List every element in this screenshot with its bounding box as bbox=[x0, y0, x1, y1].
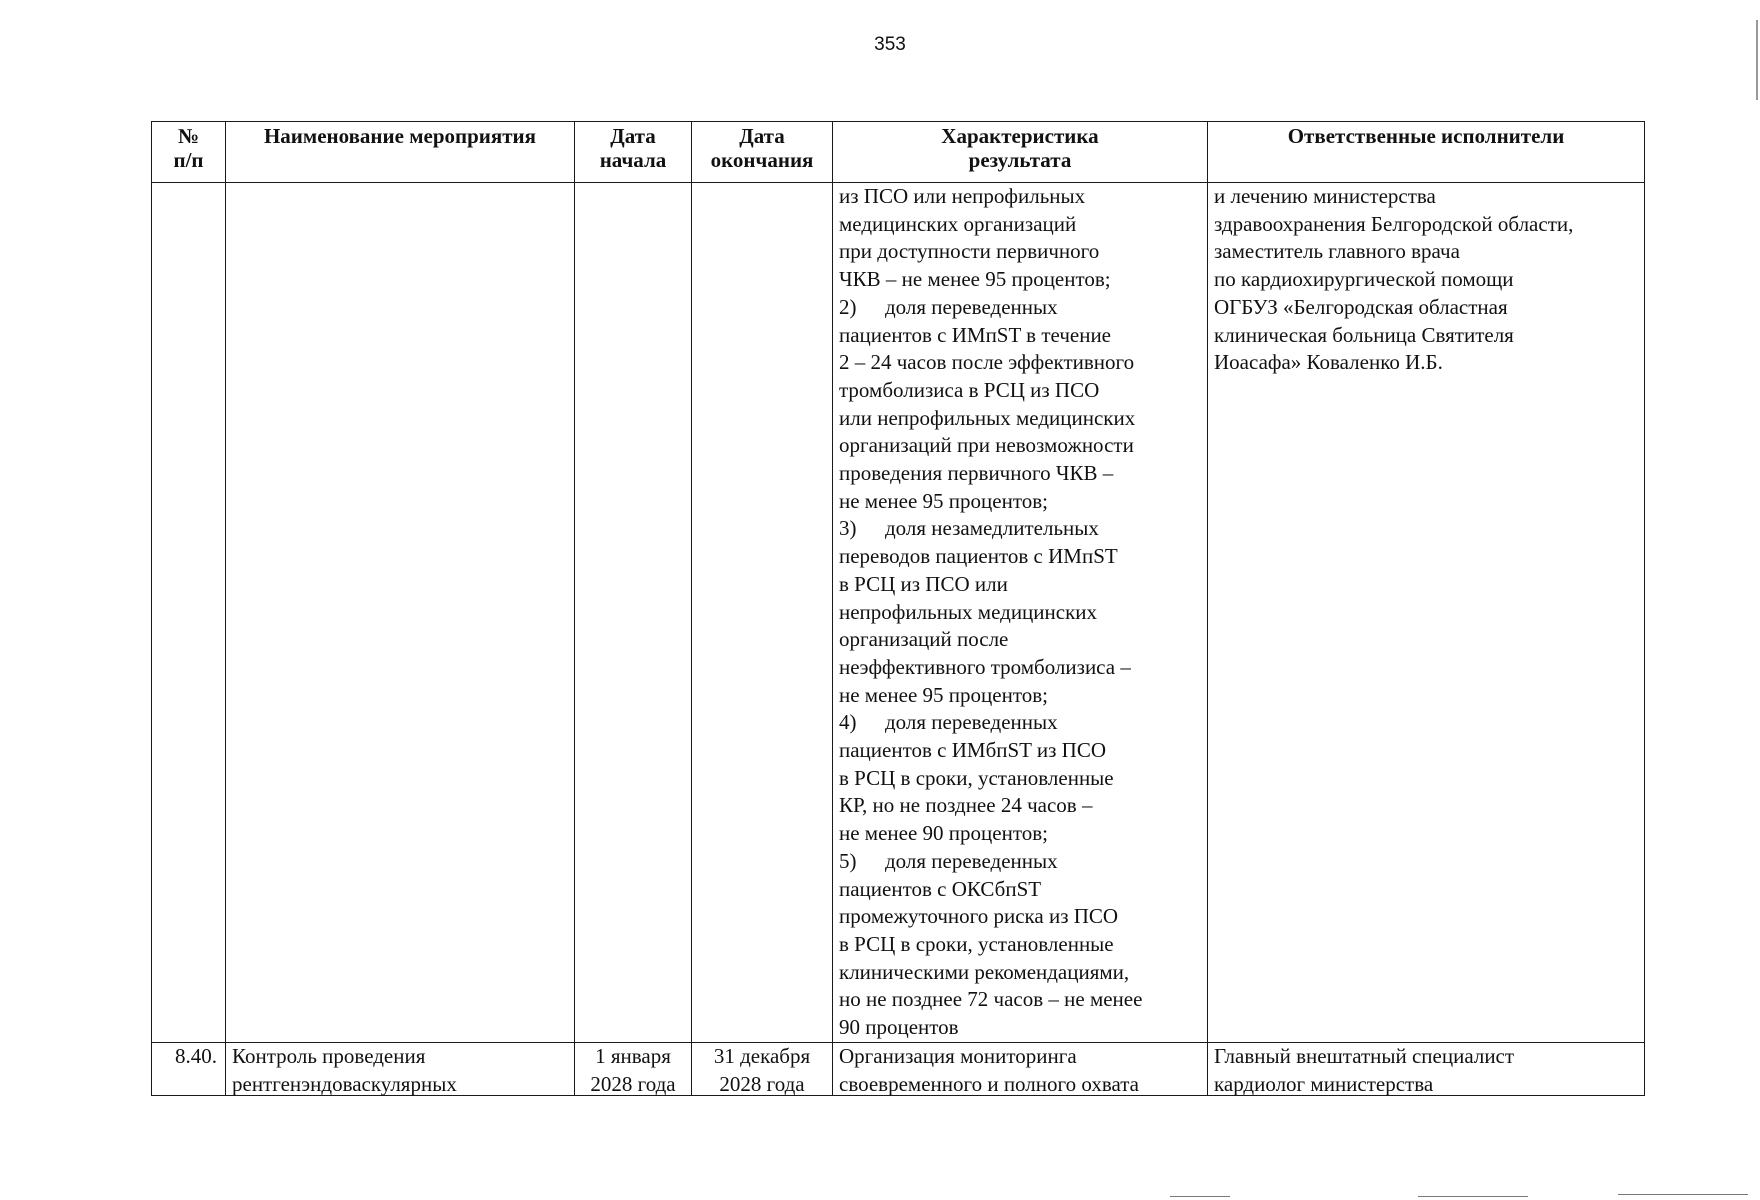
text-line: Ответственные исполнители bbox=[1287, 124, 1565, 148]
text-line: № bbox=[177, 124, 200, 148]
text-line: промежуточного риска из ПСО bbox=[839, 904, 1119, 929]
cell-name bbox=[226, 183, 575, 1043]
list-item-number: 5) bbox=[839, 848, 857, 873]
text-line: Дата bbox=[610, 124, 656, 148]
list-item-number: 2) bbox=[839, 294, 857, 319]
text-line: Организация мониторинга bbox=[839, 1043, 1077, 1068]
cell-start bbox=[575, 183, 692, 1043]
table-row-8-40 bbox=[152, 1042, 1645, 1095]
text-line: из ПСО или непрофильных bbox=[839, 184, 1086, 208]
text-line: заместитель главного врача bbox=[1214, 239, 1460, 264]
scan-mark bbox=[1418, 1196, 1528, 1197]
text-line: и лечению министерства bbox=[1214, 184, 1436, 208]
text-line: непрофильных медицинских bbox=[839, 599, 1098, 624]
list-item: 5) доля переведенных bbox=[839, 848, 1201, 876]
text-line: пациентов с ИМбпST из ПСО bbox=[839, 738, 1106, 763]
header-num bbox=[152, 122, 226, 183]
list-item-number: 4) bbox=[839, 710, 857, 735]
text-line: медицинских организаций bbox=[839, 211, 1077, 236]
text-line: в РСЦ из ПСО или bbox=[839, 571, 1008, 596]
text-line: тромболизиса в РСЦ из ПСО bbox=[839, 377, 1100, 402]
list-item: 3) доля незамедлительных bbox=[839, 515, 1201, 543]
cell-start bbox=[575, 1042, 692, 1095]
text-line: при доступности первичного bbox=[839, 239, 1100, 264]
text-line: Главный внештатный специалист bbox=[1214, 1043, 1515, 1068]
list-item: 4) доля переведенных bbox=[839, 709, 1201, 737]
text-line: 2028 года bbox=[590, 1071, 676, 1095]
text-line: переводов пациентов с ИМпST bbox=[839, 544, 1118, 569]
text-line: результата bbox=[968, 148, 1072, 172]
text-line: не менее 90 процентов; bbox=[839, 821, 1048, 846]
table-row-continued bbox=[152, 183, 1645, 1043]
cell-responsible bbox=[1208, 183, 1645, 1043]
text-line: Характеристика bbox=[941, 124, 1099, 148]
scan-mark bbox=[1618, 1194, 1748, 1195]
text-line: но не позднее 72 часов – не менее bbox=[839, 987, 1143, 1012]
activities-table bbox=[151, 121, 1645, 1096]
text-line: ЧКВ – не менее 95 процентов; bbox=[839, 267, 1111, 292]
cell-result bbox=[833, 183, 1208, 1043]
cell-end bbox=[692, 183, 833, 1043]
text-line: пациентов с ИМпST в течение bbox=[839, 322, 1112, 347]
text-line: не менее 95 процентов; bbox=[839, 682, 1048, 707]
text-line: не менее 95 процентов; bbox=[839, 488, 1048, 513]
text-line: Контроль проведения bbox=[232, 1043, 426, 1068]
text-line: своевременного и полного охвата bbox=[839, 1071, 1139, 1095]
text-line: начала bbox=[599, 148, 667, 172]
text-line: КР, но не позднее 24 часов – bbox=[839, 793, 1093, 818]
text-line: кардиолог министерства bbox=[1214, 1071, 1434, 1095]
text-line: по кардиохирургической помощи bbox=[1214, 267, 1514, 292]
text-line: клиническими рекомендациями, bbox=[839, 959, 1130, 984]
list-item: 2) доля переведенных bbox=[839, 294, 1201, 322]
table-header-row bbox=[152, 122, 1645, 183]
text-line: в РСЦ в сроки, установленные bbox=[839, 931, 1114, 956]
text-line: организаций после bbox=[839, 627, 1009, 652]
text-line: клиническая больница Святителя bbox=[1214, 322, 1514, 347]
text-line: рентгенэндоваскулярных bbox=[232, 1071, 457, 1095]
text-line: ОГБУЗ «Белгородская областная bbox=[1214, 294, 1508, 319]
text-line: здравоохранения Белгородской области, bbox=[1214, 211, 1574, 236]
cell-num bbox=[152, 183, 226, 1043]
cell-responsible bbox=[1208, 1042, 1645, 1095]
text-line: окончания bbox=[710, 148, 814, 172]
header-end-date bbox=[692, 122, 833, 183]
page-number: 353 bbox=[874, 34, 906, 55]
text-line: проведения первичного ЧКВ – bbox=[839, 461, 1114, 486]
text-line: организаций при невозможности bbox=[839, 433, 1134, 458]
list-item-number: 3) bbox=[839, 516, 857, 541]
header-name bbox=[226, 122, 575, 183]
text-line: 2 – 24 часов после эффективного bbox=[839, 350, 1135, 375]
text-line: Дата bbox=[739, 124, 785, 148]
scan-mark bbox=[1170, 1196, 1230, 1197]
text-line: 90 процентов bbox=[839, 1015, 959, 1040]
text-line: 31 декабря bbox=[713, 1043, 811, 1068]
text-line: 2028 года bbox=[719, 1071, 805, 1095]
text-line: п/п bbox=[173, 148, 204, 172]
header-responsible bbox=[1208, 122, 1645, 183]
text-line: пациентов с ОКСбпST bbox=[839, 876, 1042, 901]
cell-end bbox=[692, 1042, 833, 1095]
text-line: 1 января bbox=[595, 1043, 671, 1068]
header-start-date bbox=[575, 122, 692, 183]
cell-name bbox=[226, 1042, 575, 1095]
scan-mark bbox=[1756, 20, 1758, 100]
cell-num: 8.40. bbox=[152, 1042, 226, 1095]
text-line: неэффективного тромболизиса – bbox=[839, 654, 1131, 679]
cell-result bbox=[833, 1042, 1208, 1095]
text-line: Иоасафа» Коваленко И.Б. bbox=[1214, 350, 1443, 375]
text-line: Наименование мероприятия bbox=[263, 124, 537, 148]
header-result bbox=[833, 122, 1208, 183]
text-line: в РСЦ в сроки, установленные bbox=[839, 765, 1114, 790]
text-line: или непрофильных медицинских bbox=[839, 405, 1136, 430]
